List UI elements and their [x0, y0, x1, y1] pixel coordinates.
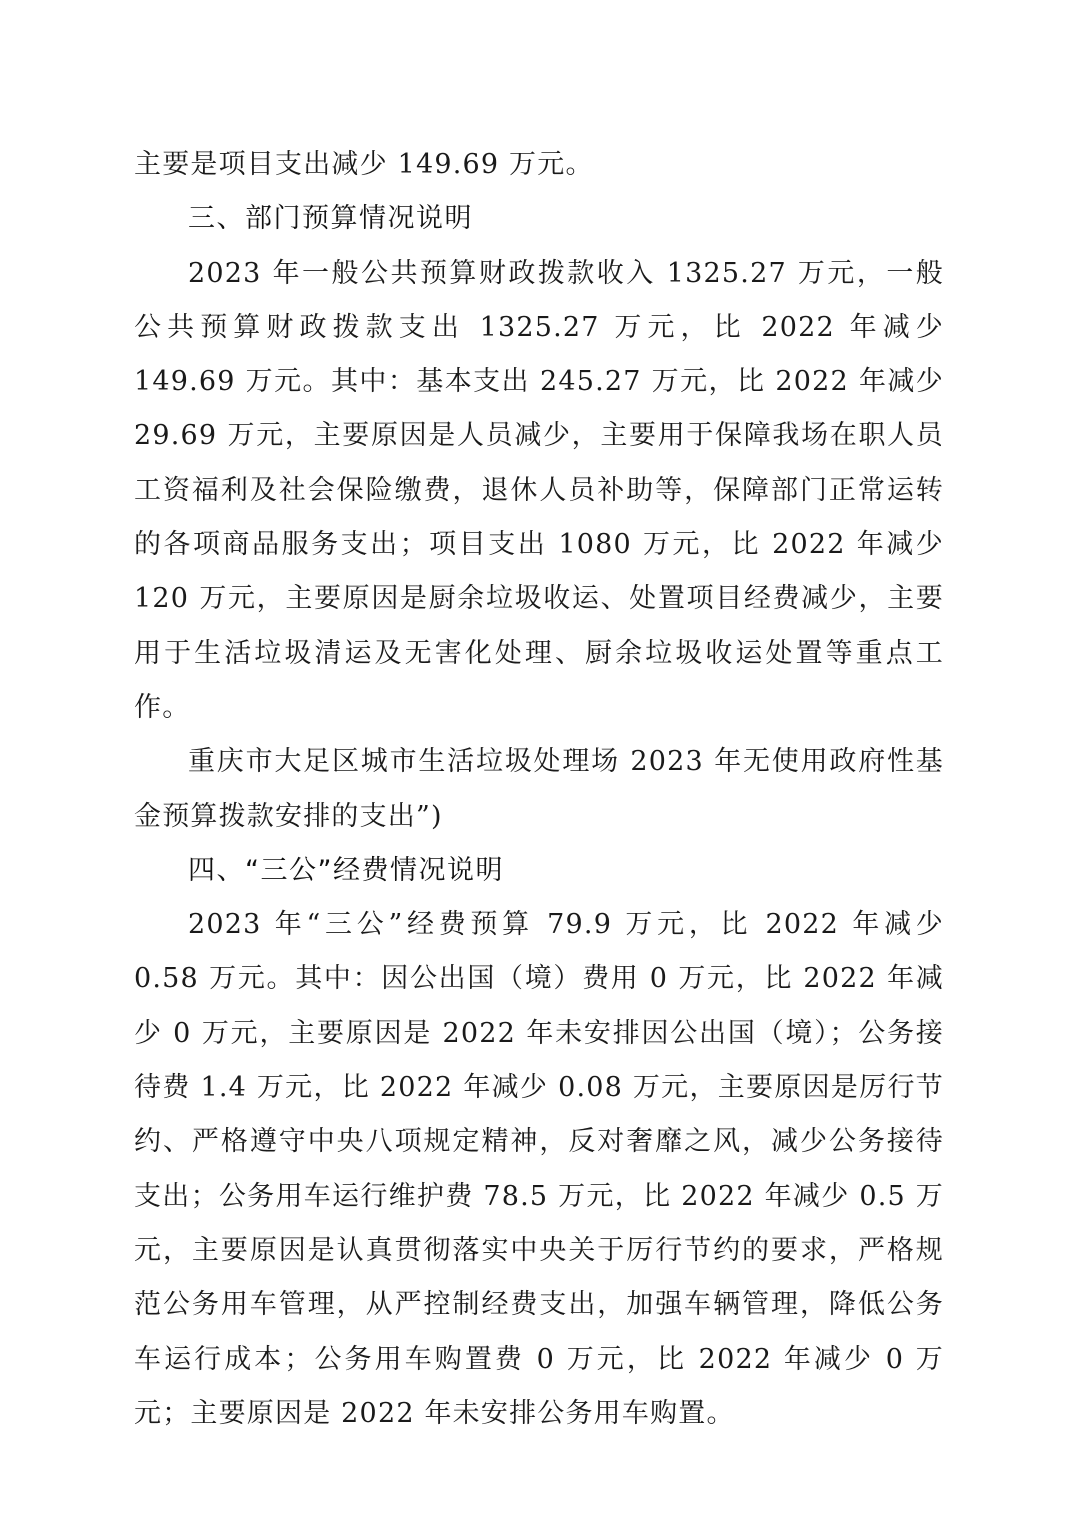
fund-budget-paragraph: 重庆市大足区城市生活垃圾处理场 2023 年无使用政府性基金预算拨款安排的支出”) — [134, 746, 944, 832]
section-heading-budget: 三、部门预算情况说明 — [188, 203, 473, 235]
document-page — [134, 138, 944, 1441]
budget-paragraph: 2023 年一般公共预算财政拨款收入 1325.27 万元，一般公共预算财政拨款支出 1325.27 万元，比 2022 年减少 149.69 万元。其中：基本支出 245.27 万元，比 2022 年减少 29.69 万元，主要原因是人员减少，主要用于保障我场在职人员工资福利及社会保险缴费，退休人员补助等，保障部门正常运转的各项商品服务支出；项目支出 1080 万元，比 2022 年减少 120 万元，主要原因是厨余垃圾收运、处置项目经费减少，主要用于生活垃圾清运及无害化处理、厨余垃圾收运处置等重点工作。 — [134, 257, 944, 723]
continued-paragraph: 主要是项目支出减少 149.69 万元。 — [134, 149, 594, 180]
section-heading-three-public: 四、“三公”经费情况说明 — [188, 854, 504, 886]
three-public-paragraph: 2023 年“三公”经费预算 79.9 万元，比 2022 年减少 0.58 万元。其中：因公出国（境）费用 0 万元，比 2022 年减少 0 万元，主要原因是 2022 年未安排因公出国（境）；公务接待费 1.4 万元，比 2022 年减少 0.08 万元，主要原因是厉行节约、严格遵守中央八项规定精神，反对奢靡之风，减少公务接待支出；公务用车运行维护费 78.5 万元，比 2022 年减少 0.5 万元，主要原因是认真贯彻落实中央关于厉行节约的要求，严格规范公务用车管理，从严控制经费支出，加强车辆管理，降低公务车运行成本；公务用车购置费 0 万元，比 2022 年减少 0 万元；主要原因是 2022 年未安排公务用车购置。 — [134, 909, 944, 1429]
